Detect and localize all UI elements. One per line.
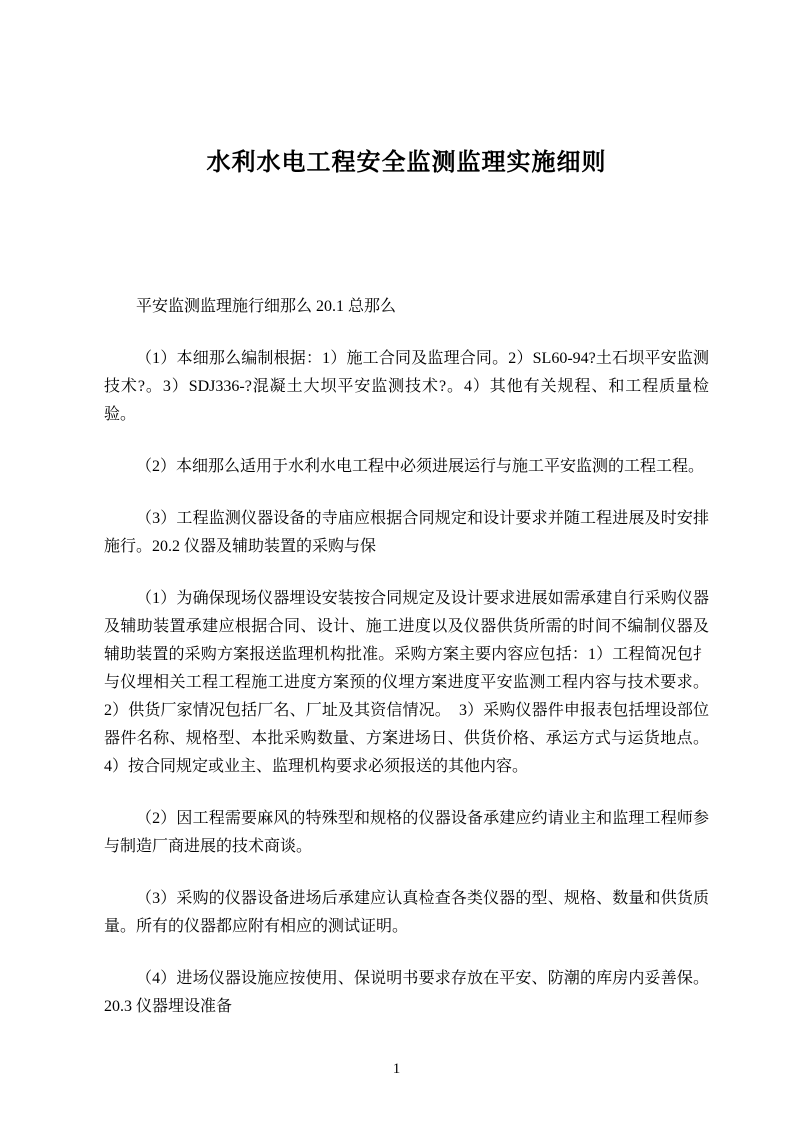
paragraph: （2）本细那么适用于水利水电工程中必须进展运行与施工平安监测的工程工程。 — [136, 458, 705, 475]
page-number: 1 — [392, 1061, 401, 1077]
paragraph: （1）本细那么编制根据：1）施工合同及监理合同。2）SL60-94?土石坝平安监测技术?。3）SDJ336-?混凝土大坝平安监测技术?。4）其他有关规程、和工程质量检验。 — [104, 350, 709, 423]
paragraph: （3）采购的仪器设备进场后承建应认真检查各类仪器的型、规格、数量和供货质量。所有的仪器都应附有相应的测试证明。 — [104, 890, 709, 935]
paragraph: （2）因工程需要麻风的特殊型和规格的仪器设备承建应约请业主和监理工程师参与制造厂商进展的技术商谈。 — [104, 810, 709, 855]
paragraph: （4）进场仪器设施应按使用、保说明书要求存放在平安、防潮的库房内妥善保。20.3 仪器埋设准备 — [104, 970, 709, 1015]
document-body — [104, 293, 709, 1021]
paragraph: 平安监测监理施行细那么 20.1 总那么 — [136, 298, 397, 315]
paragraph: （1）为确保现场仪器埋设安装按合同规定及设计要求进展如需承建自行采购仪器及辅助装置承建应根据合同、设计、施工进度以及仪器供货所需的时间不编制仪器及辅助装置的采购方案报送监理机构批准。采购方案主要内容应包括：1）工程简况包扌与仪埋相关工程工程施工进度方案预的仪埋方案进度平安监测工程内容与技术要求。2）供货厂家情况包括厂名、厂址及其资信情况。 3）采购仪器件申报表包括埋设部位器件名称、规格型、本批采购数量、方案进场日、供货价格、承运方式与运货地点。4）按合同规定或业主、监理机构要求必须报送的其他内容。 — [104, 590, 709, 775]
page-title: 水利水电工程安全监测监理实施细则 — [206, 150, 607, 176]
paragraph: （3）工程监测仪器设备的寺庙应根据合同规定和设计要求并随工程进展及时安排施行。20.2 仪器及辅助装置的采购与保 — [104, 510, 709, 555]
